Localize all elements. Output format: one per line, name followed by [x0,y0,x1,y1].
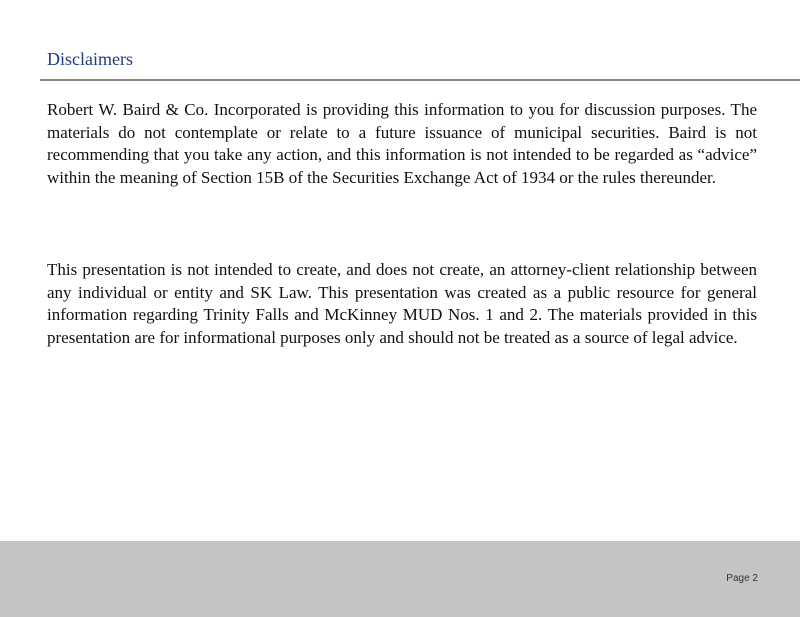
disclaimer-paragraph-baird: Robert W. Baird & Co. Incorporated is providing this information to you for discussion purposes. The materials do not contemplate or relate to a future issuance of municipal securities. Baird is not recommending that you take any action, and this information is not intended to be regarded as “advice” within the meaning of Section 15B of the Securities Exchange Act of 1934 or the rules thereunder. [47,100,757,187]
page-title: Disclaimers [47,49,133,69]
title-divider [40,79,800,81]
footer-band [0,541,800,617]
page-number: Page 2 [726,573,758,584]
disclaimer-paragraph-sk-law: This presentation is not intended to create, and does not create, an attorney-client relationship between any individual or entity and SK Law. This presentation was created as a public resource for general information regarding Trinity Falls and McKinney MUD Nos. 1 and 2. The materials provided in this presentation are for informational purposes only and should not be treated as a source of legal advice. [47,260,757,347]
